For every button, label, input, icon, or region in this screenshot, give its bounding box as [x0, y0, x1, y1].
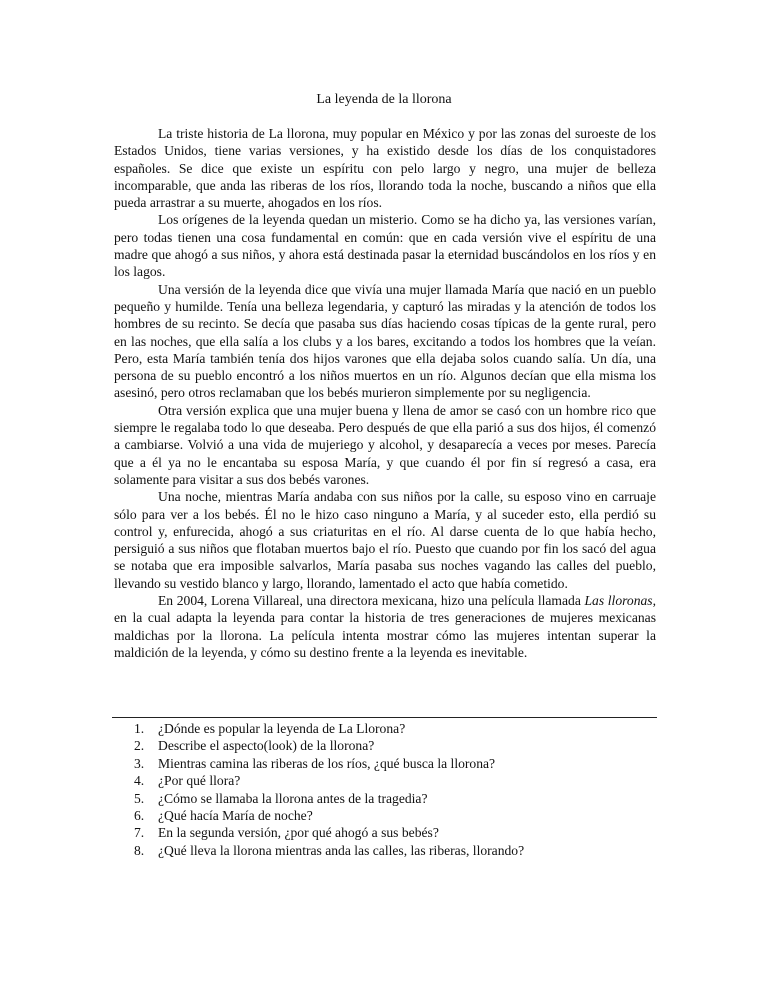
- paragraph-6-text-before: En 2004, Lorena Villareal, una directora mexicana, hizo una película llamada: [158, 593, 585, 609]
- question-item: [114, 824, 656, 841]
- question-text: En la segunda versión, ¿por qué ahogó a sus bebés?: [158, 825, 439, 841]
- question-number: 6.: [134, 808, 145, 824]
- question-number: 1.: [134, 721, 145, 736]
- question-number: 3.: [134, 755, 145, 771]
- film-title: Las lloronas: [584, 593, 653, 609]
- question-item: [114, 720, 656, 737]
- question-item: [114, 772, 656, 789]
- question-item: [114, 790, 656, 807]
- question-text: Describe el aspecto(look) de la llorona?: [158, 738, 375, 754]
- question-text: ¿Qué hacía María de noche?: [158, 808, 313, 824]
- paragraph-2: Los orígenes de la leyenda quedan un misterio. Como se ha dicho ya, las versiones varían, pero todas tienen una cosa fundamental en común: que en cada versión vive el espíritu de una madre que ahogó a sus niños, y ahora está destinada pasar la eternidad buscándolos en los ríos y en los lagos.: [114, 212, 656, 280]
- paragraph-6-text-after: , en la cual adapta la leyenda para contar la historia de tres generaciones de mujeres mexicanas maldichas por la llorona. La película intenta mostrar cómo las mujeres intentan superar la maldición de la leyenda, y cómo su destino frente a la leyenda es inevitable.: [114, 593, 656, 660]
- question-item: [114, 842, 656, 859]
- question-item: [114, 737, 656, 754]
- question-text: ¿Qué lleva la llorona mientras anda las calles, las riberas, llorando?: [158, 842, 525, 858]
- question-number: 2.: [134, 738, 145, 754]
- document-body: [114, 125, 656, 661]
- question-number: 5.: [134, 790, 145, 806]
- question-item: [114, 755, 656, 772]
- paragraph-1: La triste historia de La llorona, muy popular en México y por las zonas del suroeste de los Estados Unidos, tiene varias versiones, y ha existido desde los días de los conquistadores españoles. Se dice que existe un espíritu con pelo largo y negro, una mujer de belleza incomparable, que anda las riberas de los ríos, llorando toda la noche, buscando a niños que ella pueda arrastrar a su muerte, ahogados en los ríos.: [114, 126, 656, 211]
- paragraph-6: [114, 592, 656, 661]
- question-text: ¿Por qué llora?: [158, 773, 241, 789]
- question-item: [114, 807, 656, 824]
- paragraph-3: Una versión de la leyenda dice que vivía una mujer llamada María que nació en un pueblo pequeño y humilde. Tenía una belleza legendaria, y capturó las miradas y la atención de todos los hombres de su recinto. Se decía que pasaba sus días haciendo cosas típicas de la gente rural, pero en las noches, que ella salía a los clubs y a los bares, excitando a todos los hombres que la veían. Pero, esta María también tenía dos hijos varones que ella dejaba solos cuando salía. Un día, una persona de su pueblo encontró a los niños muertos en un río. Algunos decían que ella misma los asesinó, pero otros reclamaban que los bebés murieron simplemente por su negligencia.: [114, 281, 656, 401]
- question-number: 7.: [134, 825, 145, 841]
- question-text: ¿Dónde es popular la leyenda de La Llorona?: [158, 721, 406, 736]
- question-text: ¿Cómo se llamaba la llorona antes de la tragedia?: [158, 790, 428, 806]
- paragraph-4: Otra versión explica que una mujer buena y llena de amor se casó con un hombre rico que siempre le regalaba todo lo que deseaba. Pero después de que ella parió a sus dos hijos, él comenzó a cambiarse. Volvió a una vida de mujeriego y alcohol, y desaparecía a veces por meses. Parecía que a él ya no le encantaba su esposa María, y que cuando él por fin sí regresó a casa, era solamente para visitar a sus dos bebés varones.: [114, 402, 656, 487]
- paragraph-5: Una noche, mientras María andaba con sus niños por la calle, su esposo vino en carruaje sólo para ver a los bebés. Él no le hizo caso ninguno a María, y al suceder esto, ella perdió su control y, enfurecida, ahogó a sus criaturitas en el río. Al darse cuenta de lo que había hecho, persiguió a sus niños que flotaban muertos bajo el río. Puesto que cuando por fin los sacó del agua se notaba que era imposible salvarlos, María pasaba sus noches vagando las calles del pueblo, llevando su vestido blanco y largo, llorando, lamentado el acto que había cometido.: [114, 489, 656, 591]
- document-title: La leyenda de la llorona: [316, 92, 452, 107]
- section-divider: [112, 717, 657, 718]
- question-text: Mientras camina las riberas de los ríos, ¿qué busca la llorona?: [158, 755, 496, 771]
- question-number: 8.: [134, 842, 145, 858]
- question-number: 4.: [134, 773, 145, 789]
- question-list: [114, 720, 656, 859]
